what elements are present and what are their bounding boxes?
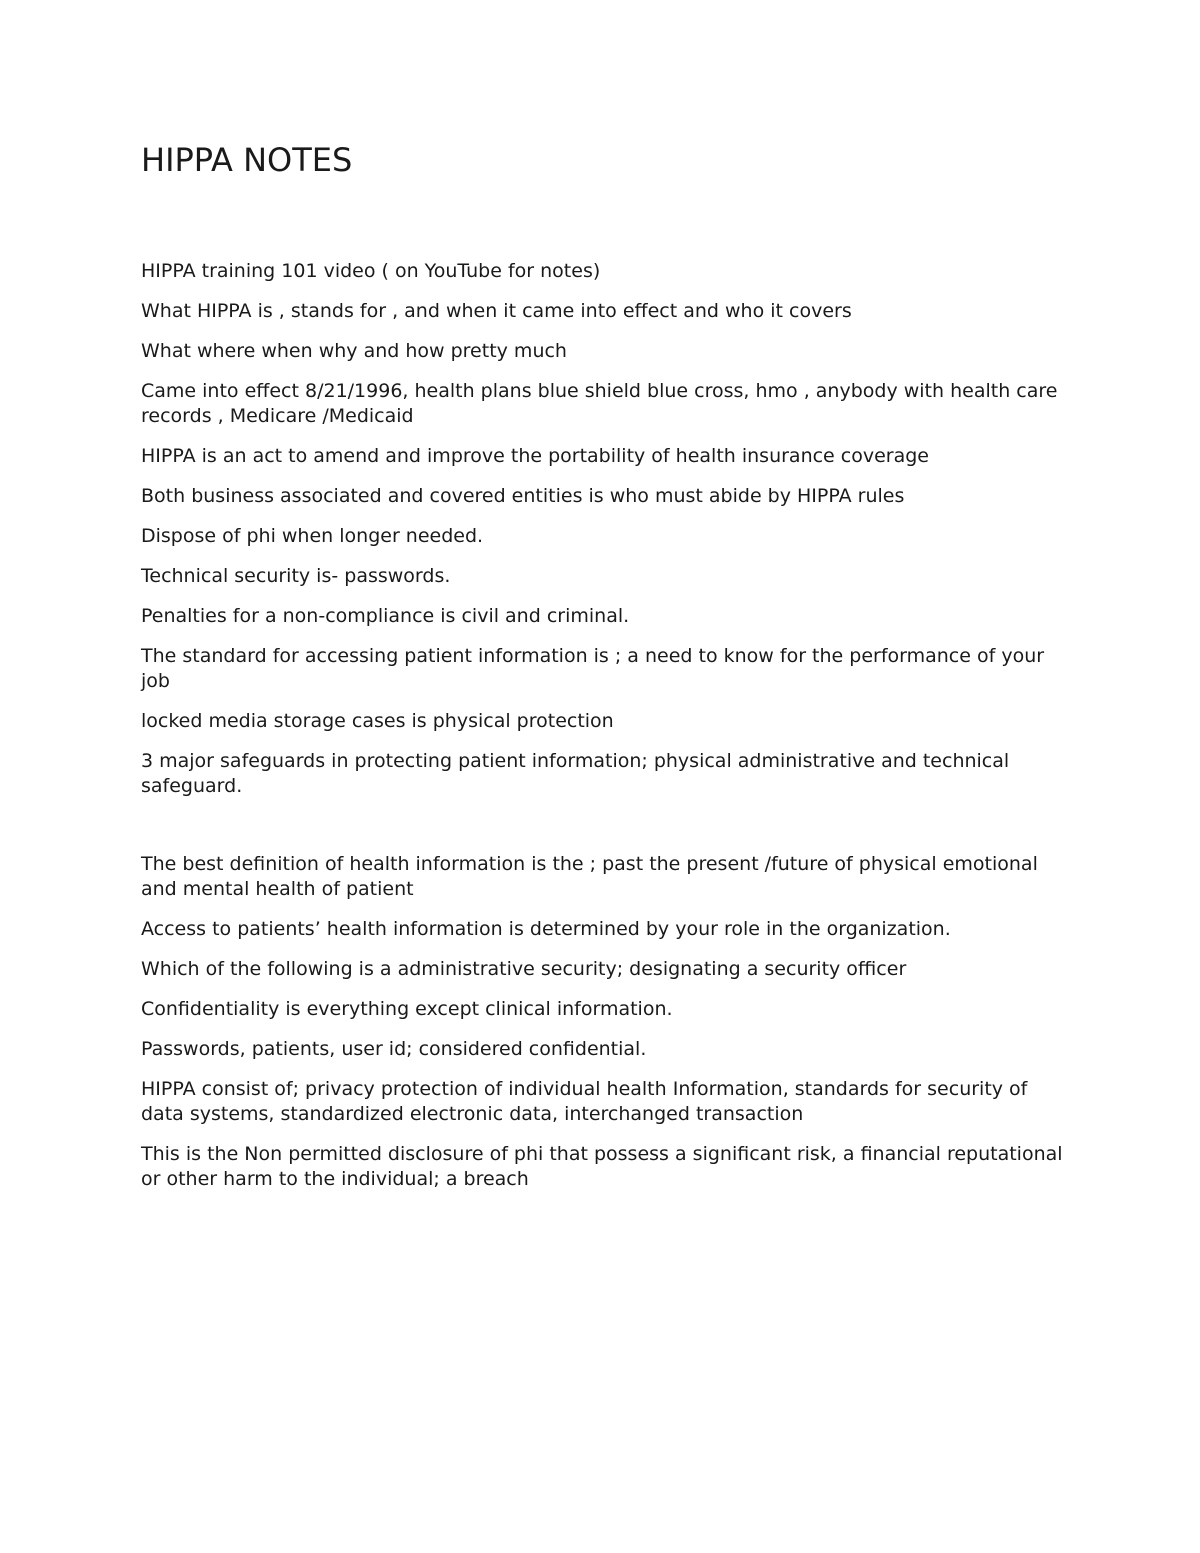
note-paragraph: This is the Non permitted disclosure of phi that possess a significant risk, a financial reputational or other harm to the individual; a breach xyxy=(141,1143,1063,1190)
document-body xyxy=(141,259,1066,1207)
note-paragraph: Passwords, patients, user id; considered confidential. xyxy=(141,1038,647,1060)
note-paragraph: Which of the following is a administrative security; designating a security officer xyxy=(141,958,907,980)
document-title: HIPPA NOTES xyxy=(141,141,353,179)
note-paragraph: Confidentiality is everything except clinical information. xyxy=(141,998,673,1020)
note-paragraph: The best definition of health information is the ; past the present /future of physical emotional and mental health of patient xyxy=(141,853,1038,900)
note-paragraph: HIPPA consist of; privacy protection of individual health Information, standards for security of data systems, standardized electronic data, interchanged transaction xyxy=(141,1078,1028,1125)
note-paragraph: Access to patients’ health information is determined by your role in the organization. xyxy=(141,918,951,940)
note-paragraph: HIPPA training 101 video ( on YouTube for notes) xyxy=(141,260,601,282)
note-paragraph: Technical security is- passwords. xyxy=(141,565,451,587)
note-paragraph: What HIPPA is , stands for , and when it came into effect and who it covers xyxy=(141,300,852,322)
note-paragraph: Penalties for a non-compliance is civil and criminal. xyxy=(141,605,630,627)
note-paragraph: The standard for accessing patient information is ; a need to know for the performance of your job xyxy=(141,645,1045,692)
note-paragraph: Dispose of phi when longer needed. xyxy=(141,525,484,547)
note-paragraph: Came into effect 8/21/1996, health plans blue shield blue cross, hmo , anybody with health care records , Medicare /Medicaid xyxy=(141,380,1058,427)
note-paragraph: locked media storage cases is physical protection xyxy=(141,710,614,732)
note-paragraph: HIPPA is an act to amend and improve the portability of health insurance coverage xyxy=(141,445,929,467)
note-paragraph: What where when why and how pretty much xyxy=(141,340,567,362)
note-paragraph: Both business associated and covered entities is who must abide by HIPPA rules xyxy=(141,485,905,507)
note-paragraph: 3 major safeguards in protecting patient information; physical administrative and technical safeguard. xyxy=(141,750,1010,797)
